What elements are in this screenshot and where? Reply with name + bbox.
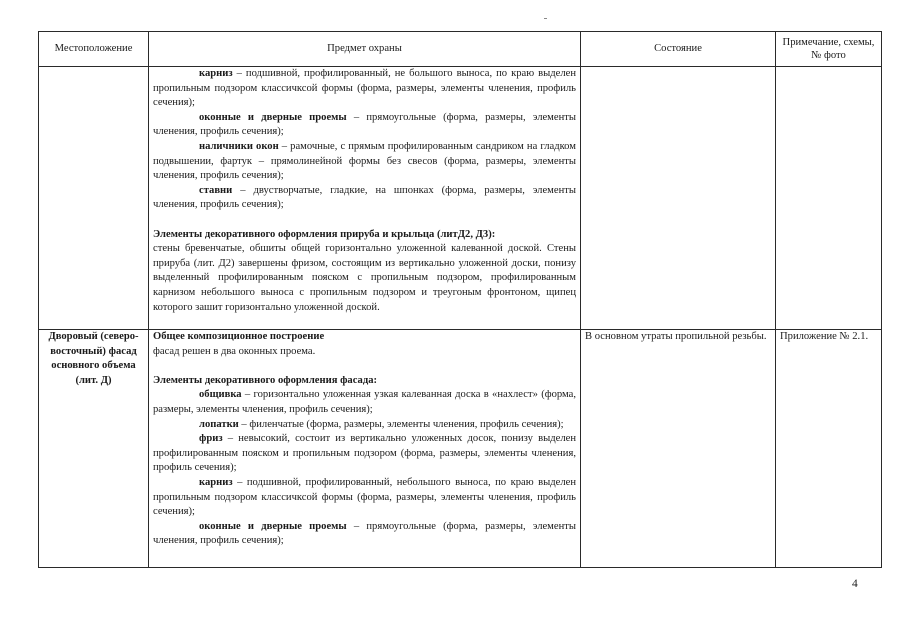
row2-item	[153, 418, 576, 433]
row2-subject	[149, 330, 581, 568]
item-text: – двустворчатые, гладкие, на шпонках (форма, размеры, элементы членения, профиль сечения);	[153, 184, 576, 211]
row2-item	[153, 388, 576, 417]
item-term: общивка	[199, 389, 242, 401]
item-term: оконные и дверные проемы	[199, 520, 347, 532]
row2-note: Приложение № 2.1.	[776, 330, 882, 568]
header-note: Примечание, схемы, № фото	[776, 32, 882, 67]
item-text: – подшивной, профилированный, не большого выноса, по краю выделен пропильным подзором классичксой формы (форма, размеры, элементы членения, профиль сечения);	[153, 68, 576, 109]
protection-table	[38, 31, 882, 568]
page-number: 4	[852, 578, 858, 590]
item-term: лопатки	[199, 418, 239, 430]
row1-location	[39, 67, 149, 330]
section-heading: Элементы декоративного оформления прируба и крыльца (литД2, Д3):	[153, 228, 496, 240]
row2-item	[153, 476, 576, 520]
header-subject: Предмет охраны	[149, 32, 581, 67]
decor-heading: Элементы декоративного оформления фасада:	[153, 374, 378, 386]
scan-mark	[544, 18, 547, 19]
item-text: – горизонтально уложенная узкая калеванная доска в «нахлест» (форма, размеры, элементы членения, профиль сечения);	[153, 389, 576, 415]
header-location: Местоположение	[39, 32, 149, 67]
row1-note	[776, 67, 882, 330]
section-text: стены бревенчатые, обшиты общей горизонтально уложенной калеванной доской. Стены прируба (лит. Д2) завершены фризом, состоящим из вертикально уложенной доски, понизу выделенный профилированным пояском с пропильным подзором, профилированным карнизом небольшого выноса с пропильным подзором и треугоным фронтоном, щипец которого зашит горизонтально уложенной доской.	[153, 243, 576, 313]
item-text: – прямоугольные (форма, размеры, элементы членения, профиль сечения);	[153, 111, 576, 138]
item-text: – прямоугольные (форма, размеры, элементы членения, профиль сечения);	[153, 520, 576, 547]
table-row-continuation	[39, 67, 882, 330]
table-row-courtyard-facade	[39, 330, 882, 568]
row2-location: Дворовый (северо-восточный) фасад основного объема (лит. Д)	[39, 330, 149, 568]
row1-condition	[581, 67, 776, 330]
row1-item	[153, 184, 576, 213]
item-term: карниз	[199, 476, 233, 488]
item-term: ставни	[199, 184, 233, 196]
row1-item	[153, 67, 576, 111]
item-term: наличники окон	[199, 140, 279, 152]
row1-subject	[149, 67, 581, 330]
row1-item	[153, 140, 576, 184]
item-text: – невысокий, состоит из вертикально уложенных досок, понизу выделен профилированным пояском и пропильным подзором (форма, размеры, элементы членения, профиль сечения);	[153, 433, 576, 474]
table-header-row	[39, 32, 882, 67]
item-text: – филенчатые (форма, размеры, элементы членения, профиль сечения);	[238, 418, 564, 430]
item-term: карниз	[199, 68, 233, 79]
row1-item	[153, 111, 576, 140]
item-term: фриз	[199, 433, 223, 445]
general-text: фасад решен в два оконных проема.	[153, 345, 316, 357]
row2-item	[153, 432, 576, 476]
row2-condition: В основном утраты пропильной резьбы.	[581, 330, 776, 568]
row2-item	[153, 520, 576, 549]
general-heading: Общее композиционное построение	[153, 331, 325, 342]
item-text: – подшивной, профилированный, небольшого выноса, по краю выделен пропильным подзором классичксой формы (форма, размеры, элементы членения, профиль сечения);	[153, 476, 576, 518]
item-term: оконные и дверные проемы	[199, 111, 347, 123]
item-text: – рамочные, с прямым профилированным сандриком на гладком подвышении, фартук – прямолинейной формы без свесов (форма, размеры, элементы членения, профиль сечения);	[153, 140, 576, 182]
header-condition: Состояние	[581, 32, 776, 67]
